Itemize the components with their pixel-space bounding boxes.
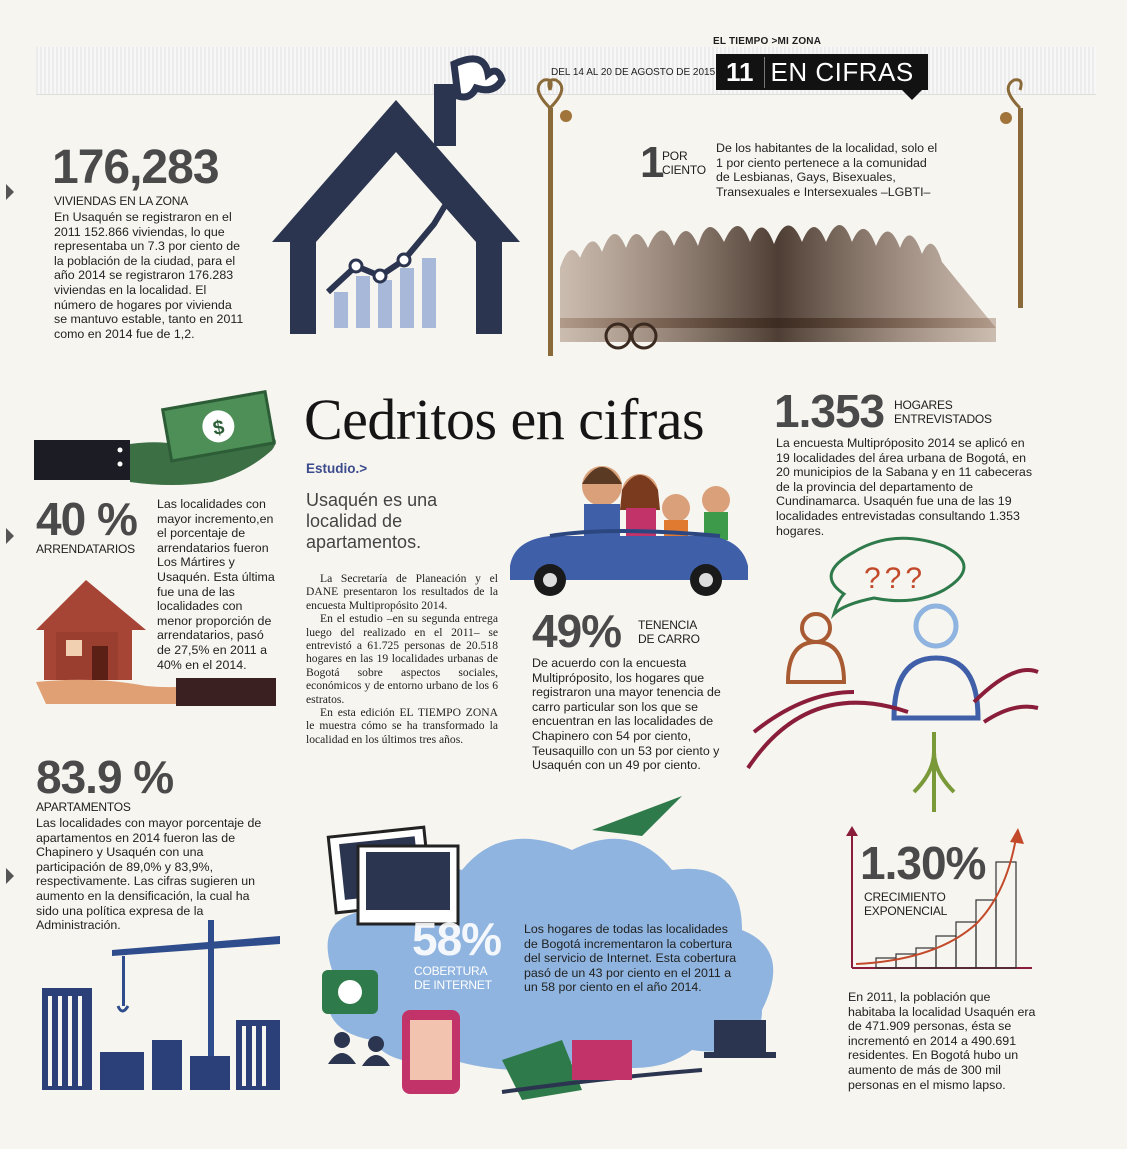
article-paragraph: En el estudio –en su segunda entrega luego del realizado en el 2011– se entrevistó a 61.725 personas de 20.518 hogares en las 19 localidades urbanas de Bogotá sobre aspectos sociales, económicos y de entorno urbano de los 6 estratos. [306, 612, 498, 706]
carro-label-top: TENENCIA [638, 618, 698, 632]
viviendas-text: En Usaquén se registraron en el 2011 152.866 viviendas, lo que representaba un 7.3 por ciento de la población de la ciudad, para el año 2014 se registraron 176.283 viviendas en la localidad. El número de hogares por vivienda se mantuvo estable, tanto en 2011 como en 2014 fue de 1,2. [54, 210, 244, 341]
people-silhouettes [560, 225, 996, 342]
carro-label [638, 618, 700, 646]
issue-date: DEL 14 AL 20 DE AGOSTO DE 2015 [551, 67, 716, 78]
margin-marker [6, 868, 14, 884]
street-lamp-icon [1000, 80, 1023, 308]
internet-label-bottom: DE INTERNET [414, 978, 492, 992]
crecimiento-label-top: CRECIMIENTO [864, 890, 946, 904]
lgbti-text: De los habitantes de la localidad, solo el 1 por ciento pertenece a la comunidad de Lesbianas, Gays, Bisexuales, Transexuales e Intersexuales –LGBTI– [716, 141, 938, 199]
internet-label [414, 964, 492, 992]
crecimiento-label [864, 890, 947, 918]
laptop-icon [704, 1020, 776, 1058]
family-car-illustration [510, 456, 750, 602]
hogares-label-bottom: ENTREVISTADOS [894, 412, 992, 426]
crane-buildings-illustration [40, 916, 290, 1092]
chimney-icon [434, 84, 456, 146]
question-marks: ??? [864, 562, 927, 595]
tablet-icon [402, 1010, 460, 1094]
hogares-number: 1.353 [774, 385, 885, 437]
arrendatarios-text: Las localidades con mayor incremento,en el porcentaje de arrendatarios fueron Los Mártires y Usaquén. Esta última fue una de las localidades con menor proporción de arrendatarios, pasó de 27,5% en 2011 a 40% en el 2014. [157, 497, 275, 672]
carro-label-bottom: DE CARRO [638, 632, 700, 646]
publication-name: EL TIEMPO >MI ZONA [713, 36, 822, 47]
section-title: EN CIFRAS [770, 56, 914, 87]
photo-frames-icon [328, 827, 458, 924]
apartamentos-text: Las localidades con mayor porcentaje de apartamentos en 2014 fueron las de Chapinero y Usaquén con una participación de 89,0% y 83,9%, respectivamente. Las cifras sugieren un aumento en la densificación, la cual ha sido una política expresa de la Administración. [36, 816, 262, 933]
camera-icon [322, 970, 378, 1014]
hogares-text: La encuesta Multipróposito 2014 se aplicó en 19 localidades del área urbana de Bogotá, en 20 municipios de la Sabana y en 11 cabeceras de la provincia del departamento de Cundinamarca. Usaquén fue una de las 19 localidades entrevistadas consultando 1.353 hogares. [776, 436, 1033, 538]
bar-chart-icon [328, 194, 456, 328]
plant-icon [914, 732, 954, 812]
lgbti-unit-top: POR [662, 149, 688, 163]
paper-plane-icon [592, 796, 682, 836]
hogares-label [894, 398, 992, 426]
money-hand-illustration [34, 388, 280, 488]
smoke-icon [454, 59, 502, 97]
lgbti-number: 1 [640, 138, 664, 187]
video-camera-icon [572, 1040, 632, 1080]
car-icon [510, 531, 748, 596]
crowd-illustration [520, 78, 1040, 356]
person-icon [788, 614, 844, 682]
house-outline-icon [272, 100, 520, 334]
arrendatarios-label: ARRENDATARIOS [36, 542, 135, 556]
carro-text: De acuerdo con la encuesta Multipróposito, los hogares que registraron una mayor tenencia de carro particular son los que se encuentran en las localidades de Chapinero con 54 por ciento, Teusaquillo con un 53 por ciento y Usaquén con un 49 por ciento. [532, 656, 721, 773]
lgbti-unit-bottom: CIENTO [662, 163, 706, 177]
svg-text:$: $ [211, 416, 227, 441]
article-paragraph: La Secretaría de Planeación y el DANE presentaron los resultados de la encuesta Multipropósito 2014. [306, 572, 498, 612]
lead-paragraph: Usaquén es una localidad de apartamentos. [306, 490, 438, 552]
crecimiento-number: 1.30% [860, 837, 986, 889]
margin-marker [6, 184, 14, 200]
crecimiento-text: En 2011, la población que habitaba la localidad Usaquén era de 471.909 personas, ésta se incrementó en 2014 a 490.691 residentes. En Bogotá hubo un aumento de más de 300 mil personas en el mismo lapso. [848, 990, 1036, 1092]
house-chart-illustration [258, 44, 534, 344]
margin-marker [6, 528, 14, 544]
carro-number: 49% [532, 605, 622, 657]
house-hand-illustration [36, 570, 276, 706]
viviendas-label: VIVIENDAS EN LA ZONA [54, 194, 189, 208]
viviendas-number: 176,283 [52, 141, 219, 194]
person-icon [894, 606, 978, 718]
arrendatarios-number: 40 % [36, 493, 137, 545]
apartamentos-number: 83.9 % [36, 751, 174, 803]
article-body [306, 572, 498, 746]
headline: Cedritos en cifras [304, 387, 705, 452]
internet-label-top: COBERTURA [414, 964, 488, 978]
internet-number: 58% [412, 913, 502, 965]
kicker: Estudio.> [306, 461, 368, 476]
internet-text: Los hogares de todas las localidades de Bogotá incrementaron la cobertura del servicio de Internet. Esta cobertura pasó de un 43 por ciento en el 2011 a un 58 por ciento en el año 2014. [524, 922, 737, 995]
hogares-label-top: HOGARES [894, 398, 953, 412]
page-number: 11 [716, 57, 765, 88]
house-icon [36, 580, 146, 680]
crecimiento-label-bottom: EXPONENCIAL [864, 904, 948, 918]
lgbti-unit [662, 149, 706, 177]
apartamentos-label: APARTAMENTOS [36, 800, 131, 814]
article-paragraph: En esta edición EL TIEMPO ZONA le muestra cómo se ha transformado la localidad en los últimos tres años. [306, 706, 498, 746]
interview-illustration [744, 532, 1044, 818]
